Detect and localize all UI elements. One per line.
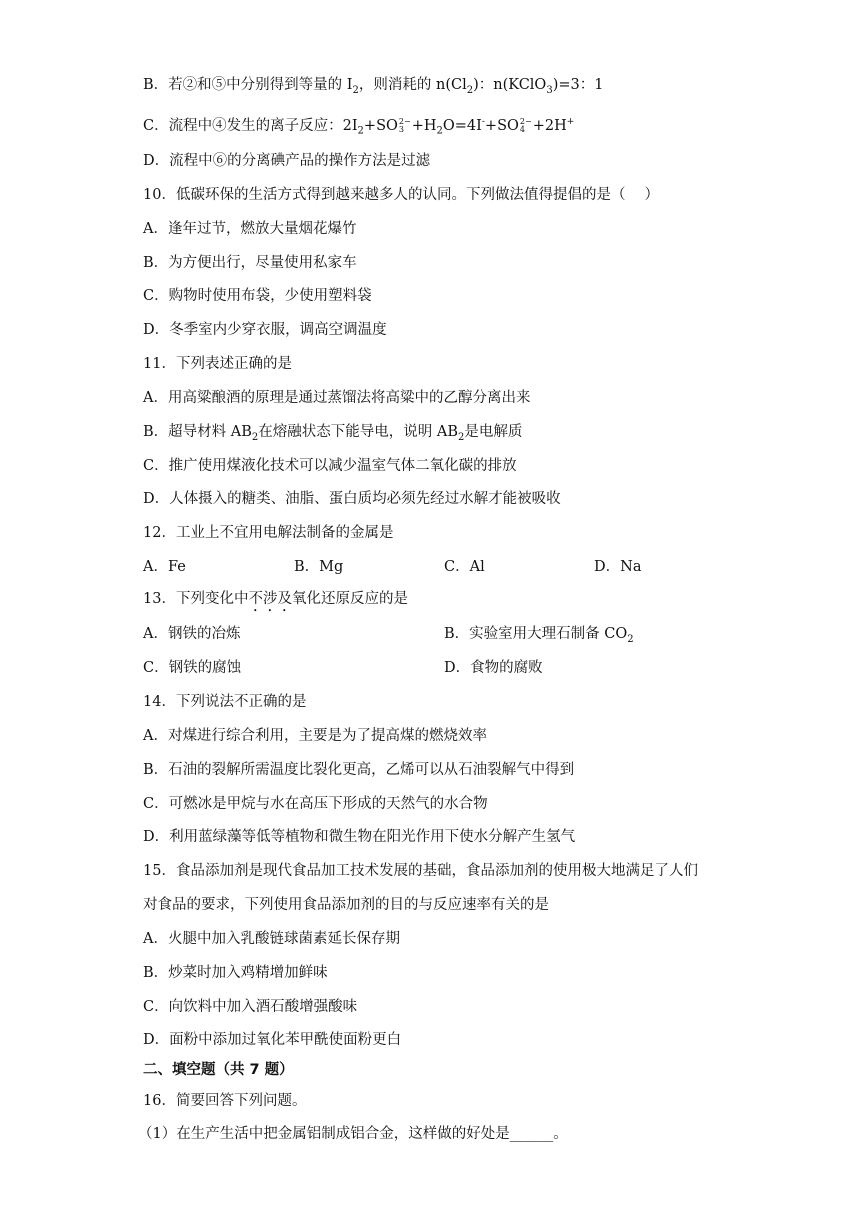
q15-option-b: B．炒菜时加入鸡精增加鲜味 xyxy=(143,965,328,981)
q13-option-c: C．钢铁的腐蚀 xyxy=(143,660,242,676)
q15-stem-line1: 15．食品添加剂是现代食品加工技术发展的基础，食品添加剂的使用极大地满足了人们 xyxy=(143,863,698,879)
q13-option-b: B．实验室用大理石制备 $CO_2$ xyxy=(444,626,634,645)
q14-option-c: C．可燃冰是甲烷与水在高压下形成的天然气的水合物 xyxy=(143,796,488,812)
q15-option-d: D．面粉中添加过氧化苯甲酰使面粉更白 xyxy=(143,1032,402,1048)
q9-option-b: B．若②和⑤中分别得到等量的 $I_2$，则消耗的 $n(Cl_2)$：n(KClO$_3$)=3：1 xyxy=(143,77,604,96)
q10-option-d: D．冬季室内少穿衣服，调高空调温度 xyxy=(143,322,387,338)
q12-option-d: D．Na xyxy=(594,559,642,575)
q11-option-b: B．超导材料 $AB_2$在熔融状态下能导电，说明 $AB_2$是电解质 xyxy=(143,424,523,443)
q9-option-c: C．流程中④发生的离子反应：$2I_2+SO$ 2− 3 $+H_2O=4I^-+SO$ 2− 4 +2H+ xyxy=(143,116,575,137)
q13-options-row2 xyxy=(143,658,703,678)
sulfite-charge: 2− 3 xyxy=(398,116,411,134)
q12-option-a: A．Fe xyxy=(143,559,186,575)
q12-option-b: B．Mg xyxy=(294,559,344,575)
q11-option-a: A．用高粱酿酒的原理是通过蒸馏法将高粱中的乙醇分离出来 xyxy=(143,390,531,406)
q11-stem: 11．下列表述正确的是 xyxy=(143,356,292,372)
q13-stem: 13．下列变化中不涉及氧化还原反应的是 xyxy=(143,591,408,607)
q13-option-a: A．钢铁的冶炼 xyxy=(143,626,241,642)
q12-stem: 12．工业上不宜用电解法制备的金属是 xyxy=(143,525,394,541)
emphasis-text: 不涉及 xyxy=(248,591,292,607)
q15-option-a: A．火腿中加入乳酸链球菌素延长保存期 xyxy=(143,931,400,947)
q14-option-b: B．石油的裂解所需温度比裂化更高，乙烯可以从石油裂解气中得到 xyxy=(143,762,575,778)
q15-stem-line2: 对食品的要求，下列使用食品添加剂的目的与反应速率有关的是 xyxy=(143,897,549,913)
q14-stem: 14．下列说法不正确的是 xyxy=(143,694,307,710)
q10-stem: 10．低碳环保的生活方式得到越来越多人的认同。下列做法值得提倡的是（ ） xyxy=(143,187,660,203)
q10-option-b: B．为方便出行，尽量使用私家车 xyxy=(143,255,357,271)
section-heading: 二、填空题（共 7 题） xyxy=(143,1062,294,1078)
sulfate-charge: 2− 4 xyxy=(519,116,532,134)
q16-part1: （1）在生产生活中把金属铝制成铝合金，这样做的好处是______。 xyxy=(138,1126,568,1142)
q13-option-d: D．食物的腐败 xyxy=(444,660,543,676)
q11-option-c: C．推广使用煤液化技术可以减少温室气体二氧化碳的排放 xyxy=(143,458,517,474)
q14-option-a: A．对煤进行综合利用，主要是为了提高煤的燃烧效率 xyxy=(143,728,487,744)
q12-option-c: C．Al xyxy=(444,559,485,575)
q16-stem: 16．简要回答下列问题。 xyxy=(143,1093,307,1109)
q10-option-c: C．购物时使用布袋，少使用塑料袋 xyxy=(143,288,372,304)
q15-option-c: C．向饮料中加入酒石酸增强酸味 xyxy=(143,999,358,1015)
q11-option-d: D．人体摄入的糖类、油脂、蛋白质均必须先经过水解才能被吸收 xyxy=(143,491,561,507)
q10-option-a: A．逢年过节，燃放大量烟花爆竹 xyxy=(143,221,357,237)
q14-option-d: D．利用蓝绿藻等低等植物和微生物在阳光作用下使水分解产生氢气 xyxy=(143,829,576,845)
q13-options-row1 xyxy=(143,624,703,646)
q9-option-d: D．流程中⑥的分离碘产品的操作方法是过滤 xyxy=(143,153,431,169)
q12-options xyxy=(143,557,703,577)
